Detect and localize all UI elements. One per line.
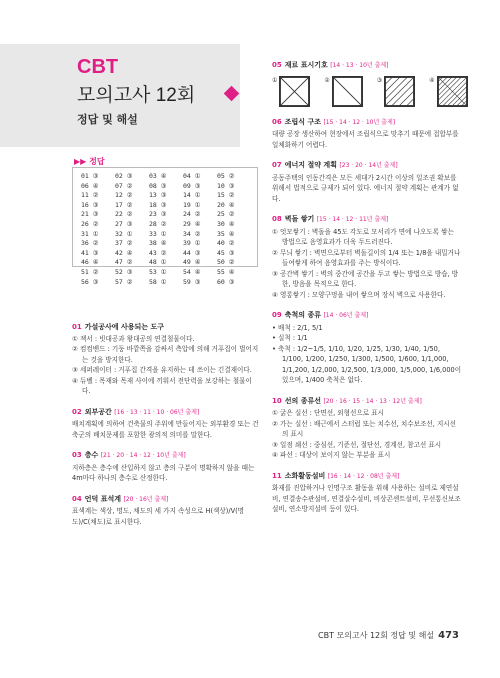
answer-cell: 39 ①	[183, 239, 201, 248]
s07-text: 공동주택의 인동간격은 모든 세대가 2시간 이상의 일조권 확보를 위해서 법적으로 규제가 되어 있다. 에너지 절약 계획는 관계가 없다.	[272, 173, 459, 203]
answer-cell: 41 ③	[81, 248, 99, 257]
header-banner	[0, 44, 240, 147]
right-column: 05 재료 표시기호 [14 · 13 · 10년 출제] ① ② ③ ④ 06 조립식 구조 [15 · 14 · 12 · 10년 출제] 대량 공장 생산하여 현장에서 조립식으로 맞추기 때문에 접합부를 일체화하기 어렵다. 07 에너지 절약 계획 [23 · 20 · 14년 출제] 공동주택의 인동간격은 모든 세대가 2시간 이상의 일조권 확보를 위해서 법적으로 규제가 되어 있다. 에너지 절약 계획는 관계가 없다. 08 벽돌 쌓기 [15 · 14 · 12 · 11년 출제] ① 엇모쌓기 : 벽돌을 45도 각도로 모서리가 면에 나오도록 쌓는 방법으로 음영효과가 더욱 두드러진다. ② 무늬 쌓기 : 벽면으로부터 벽돌길이의 1/4 또는 1/8을 내밀거나 들여쌓게 하여 음영효과를 주는 방식이다. ③ 공간벽 쌓기 : 벽의 중간에 공간을 두고 쌓는 방법으로 방습, 방한, 방음을 목적으로 한다. ④ 영롱쌓기 : 모양구멍을 내어 쌓으며 장식 벽으로 사용한다. 09 축척의 종류 [14 · 06년 출제] • 배척 : 2/1, 5/1 • 실척 : 1/1 • 축척 : 1/2~1/5, 1/10, 1/20, 1/25, 1/30, 1/40, 1/50, 1/100, 1/200, 1/250, 1/300, 1/500, 1/600, 1/1,000, 1/1,200, 1/2,000, 1/2,500, 1/3,000, 1/5,000, 1/6,000이 있으며, 1/400 축척은 없다. 10 선의 종류선 [20 · 16 · 15 · 14 · 13 · 12년 출제] ① 굵은 실선 : 단면선, 외형선으로 표시 ② 가는 실선 : 배근에서 스터럽 또는 치수선, 치수보조선, 지시선의 표시 ③ 일점 쇄선 : 중심선, 기준선, 절단선, 경계선, 참고선 표시 ④ 파선 : 대상이 보이지 않는 부분을 표시 11 소화활동설비 [16 · 14 · 12 · 08년 출제] 화재를 진압하거나 인명구조 활동을 위해 사용하는 설비로 제연설비, 연결송수관설비, 연결살수설비, 비상콘센트설비, 무선통신보조설비, 연소방지설비 등이 있다.	[272, 60, 462, 525]
s09-line: • 배척 : 2/1, 5/1	[272, 323, 323, 332]
answer-cell: 19 ①	[183, 200, 201, 209]
answer-cell: 33 ①	[149, 229, 167, 238]
s02-title: 외부공간	[84, 407, 112, 416]
answer-cell: 17 ②	[115, 200, 133, 209]
s03-year: [21 · 20 · 14 · 12 · 10년 출제]	[100, 452, 186, 459]
answer-cell: 30 ④	[217, 219, 235, 228]
s03-title: 층수	[84, 451, 99, 459]
s06-text: 대량 공장 생산하여 현장에서 조립식으로 맞추기 때문에 접합부를 일체화하기 어렵다.	[272, 130, 459, 149]
s11-year: [16 · 14 · 12 · 08년 출제]	[327, 472, 400, 480]
page-number: 473	[438, 630, 460, 641]
s10-line: ④ 파선 : 대상이 보이지 않는 부분을 표시	[272, 451, 391, 459]
s08-line: ③ 공간벽 쌓기 : 벽의 중간에 공간을 두고 쌓는 방법으로 방습, 방한, 방음을 목적으로 한다.	[272, 269, 459, 288]
answers-label: ▶▶ 정답	[74, 157, 105, 166]
s09-line: • 축척 : 1/2~1/5, 1/10, 1/20, 1/25, 1/30, 1/40, 1/50, 1/100, 1/200, 1/250, 1/300, 1/500, 1/600, 1/1,000, 1/1,200, 1/2,000, 1/2,500, 1/3,000, 1/5,000, 1/6,000이 있으며, 1/400 축척은 없다.	[272, 344, 462, 384]
s03-text: 지하층은 층수에 산입하지 않고 층의 구분이 명확하지 않을 때는 4m마다 하나의 층수로 산정한다.	[72, 463, 255, 482]
answer-cell: 22 ②	[115, 210, 133, 219]
answer-cell: 37 ②	[115, 239, 133, 248]
answer-cell: 13 ③	[149, 191, 167, 200]
answer-cell: 28 ②	[149, 219, 167, 228]
s01-line: ④ 듀벨 : 목재와 목재 사이에 끼워서 전단력을 보강하는 철물이다.	[72, 376, 252, 395]
answer-cell: 44 ③	[183, 248, 201, 257]
answer-cell: 32 ①	[115, 229, 133, 238]
material-symbol-4	[437, 76, 468, 107]
answer-cell: 09 ③	[183, 181, 201, 190]
answer-cell: 58 ①	[149, 277, 167, 286]
answer-cell: 55 ④	[217, 267, 235, 276]
answer-cell: 34 ②	[183, 229, 201, 238]
s10-title: 선의 종류선	[284, 396, 321, 405]
answer-cell: 54 ④	[183, 267, 201, 276]
s02-year: [16 · 13 · 11 · 10 · 06년 출제]	[114, 408, 200, 416]
answer-cell: 25 ②	[217, 210, 235, 219]
s11-text: 화재를 진압하거나 인명구조 활동을 위해 사용하는 설비로 제연설비, 연결송수관설비, 연결살수설비, 비상콘센트설비, 무선통신보조설비, 연소방지설비 등이 있다.	[272, 484, 461, 513]
answer-cell: 06 ④	[81, 181, 99, 190]
s10-line: ① 굵은 실선 : 단면선, 외형선으로 표시	[272, 409, 384, 417]
answer-cell: 29 ④	[183, 219, 201, 228]
s01-line: ③ 세퍼레이터 : 거푸집 간격을 유지하는 데 쓰이는 긴결재이다.	[72, 366, 252, 374]
s09-year: [14 · 06년 출제]	[323, 312, 369, 319]
answer-cell: 45 ③	[217, 248, 235, 257]
s04-title: 언덕 표석계	[84, 494, 121, 503]
s01-line: ① 잭서 : 빗대공과 왕대공의 연결철물이다.	[72, 334, 195, 343]
s05-title: 재료 표시기호	[284, 61, 328, 69]
answer-cell: 12 ②	[115, 191, 133, 200]
s05-year: [14 · 13 · 10년 출제]	[330, 62, 389, 69]
answer-cell: 47 ②	[115, 258, 133, 267]
s08-title: 벽돌 쌓기	[284, 215, 315, 223]
page-footer	[318, 630, 459, 641]
answer-cell: 18 ③	[149, 200, 167, 209]
answer-cell: 16 ③	[81, 200, 99, 209]
material-symbol-1	[279, 76, 310, 107]
material-symbol-2	[332, 76, 363, 107]
answer-cell: 14 ①	[183, 191, 201, 200]
footer-text: CBT 모의고사 12회 정답 및 해설	[318, 631, 435, 640]
answer-table	[72, 167, 258, 286]
answer-cell: 35 ④	[217, 229, 235, 238]
answer-cell: 60 ③	[217, 277, 235, 286]
material-symbol-3	[384, 76, 415, 107]
s11-title: 소화활동설비	[284, 471, 326, 480]
material-symbols	[272, 76, 462, 107]
answer-cell: 52 ③	[115, 267, 133, 276]
answer-cell: 38 ④	[149, 239, 167, 248]
answer-cell: 36 ②	[81, 239, 99, 248]
page-title: 모의고사 12회	[77, 85, 196, 106]
answer-cell: 24 ②	[183, 210, 201, 219]
answer-cell: 20 ④	[217, 200, 235, 209]
s08-line: ② 무늬 쌓기 : 벽면으로부터 벽돌길이의 1/4 또는 1/8을 내밀거나 들여쌓게 하여 음영효과를 주는 방식이다.	[272, 248, 461, 267]
s08-year: [15 · 14 · 12 · 11년 출제]	[316, 216, 389, 223]
answer-cell: 07 ②	[115, 181, 133, 190]
answer-cell: 40 ②	[217, 239, 235, 248]
answer-cell: 03 ④	[149, 172, 167, 180]
s04-text: 표색계는 색상, 명도, 채도의 세 가지 속성으로 H(색상)/V(명도)/C(채도)로 표시한다.	[72, 507, 245, 526]
s10-line: ② 가는 실선 : 배근에서 스터럽 또는 치수선, 치수보조선, 지시선의 표시	[272, 419, 457, 438]
answer-cell: 31 ①	[81, 229, 99, 238]
s01-title: 가설공사에 사용되는 도구	[84, 323, 165, 331]
answer-cell: 26 ②	[81, 219, 99, 228]
answer-cell: 46 ④	[81, 258, 99, 267]
answer-cell: 23 ③	[149, 210, 167, 219]
answer-cell: 49 ④	[183, 258, 201, 267]
answer-cell: 21 ③	[81, 210, 99, 219]
s08-line: ① 엇모쌓기 : 벽돌을 45도 각도로 모서리가 면에 나오도록 쌓는 방법으로 음영효과가 더욱 두드러진다.	[272, 227, 454, 246]
page-subtitle: 정답 및 해설	[77, 113, 138, 126]
answer-cell: 59 ③	[183, 277, 201, 286]
answer-cell: 42 ④	[115, 248, 133, 257]
s10-year: [20 · 16 · 15 · 14 · 13 · 12년 출제]	[323, 397, 422, 405]
symbol-label: ②	[324, 76, 330, 84]
s07-title: 에너지 절약 계획	[284, 161, 337, 169]
s04-year: [20 · 16년 출제]	[123, 495, 169, 503]
answer-cell: 56 ③	[81, 277, 99, 286]
symbol-label: ③	[376, 76, 383, 84]
answer-cell: 08 ③	[149, 181, 167, 190]
answer-cell: 02 ③	[115, 172, 133, 180]
answer-cell: 15 ②	[217, 191, 235, 200]
answer-cell: 10 ③	[217, 181, 235, 190]
answer-cell: 48 ①	[149, 258, 167, 267]
s08-line: ④ 영롱쌓기 : 모양구멍을 내어 쌓으며 장식 벽으로 사용한다.	[272, 290, 446, 299]
answer-cell: 05 ②	[217, 172, 235, 180]
s06-year: [15 · 14 · 12 · 10년 출제]	[323, 118, 396, 126]
answer-cell: 57 ②	[115, 277, 133, 286]
cbt-label: CBT	[77, 56, 119, 78]
s10-line: ③ 일점 쇄선 : 중심선, 기준선, 절단선, 경계선, 참고선 표시	[272, 440, 442, 449]
answer-cell: 43 ②	[149, 248, 167, 257]
symbol-label: ①	[272, 76, 278, 84]
answer-cell: 53 ①	[149, 267, 167, 276]
s02-text: 배치계획에 의하여 건축물의 주위에 만들어지는 외부환경 또는 건축군의 배치문제를 포함한 광의적 의미를 말한다.	[72, 420, 259, 439]
s06-title: 조립식 구조	[284, 117, 321, 126]
answer-cell: 51 ②	[81, 267, 99, 276]
s01-line: ② 컴컴밴드 : 기둥 바깥쪽을 감싸서 측압에 의해 거푸집이 벌어지는 것을 방지한다.	[72, 345, 259, 364]
symbol-label: ④	[429, 76, 435, 84]
answer-cell: 01 ③	[81, 172, 99, 180]
answer-cell: 11 ②	[81, 191, 99, 200]
s09-title: 축척의 종류	[284, 311, 321, 319]
answer-cell: 04 ①	[183, 172, 201, 180]
answer-cell: 27 ③	[115, 219, 133, 228]
s07-year: [23 · 20 · 14년 출제]	[339, 162, 398, 169]
s09-line: • 실척 : 1/1	[272, 334, 308, 342]
answer-cell: 50 ②	[217, 258, 235, 267]
left-column: 01 가설공사에 사용되는 도구 ① 잭서 : 빗대공과 왕대공의 연결철물이다. ② 컴컴밴드 : 기둥 바깥쪽을 감싸서 측압에 의해 거푸집이 벌어지는 것을 방지한다. ③ 세퍼레이터 : 거푸집 간격을 유지하는 데 쓰이는 긴결재이다. ④ 듀벨 : 목재와 목재 사이에 끼워서 전단력을 보강하는 철물이다. 02 외부공간 [16 · 13 · 11 · 10 · 06년 출제] 배치계획에 의하여 건축물의 주위에 만들어지는 외부환경 또는 건축군의 배치문제를 포함한 광의적 의미를 말한다. 03 층수 [21 · 20 · 14 · 12 · 10년 출제] 지하층은 층수에 산입하지 않고 층의 구분이 명확하지 않을 때는 4m마다 하나의 층수로 산정한다. 04 언덕 표석계 [20 · 16년 출제] 표색계는 색상, 명도, 채도의 세 가지 속성으로 H(색상)/V(명도)/C(채도)로 표시한다.	[72, 323, 259, 526]
